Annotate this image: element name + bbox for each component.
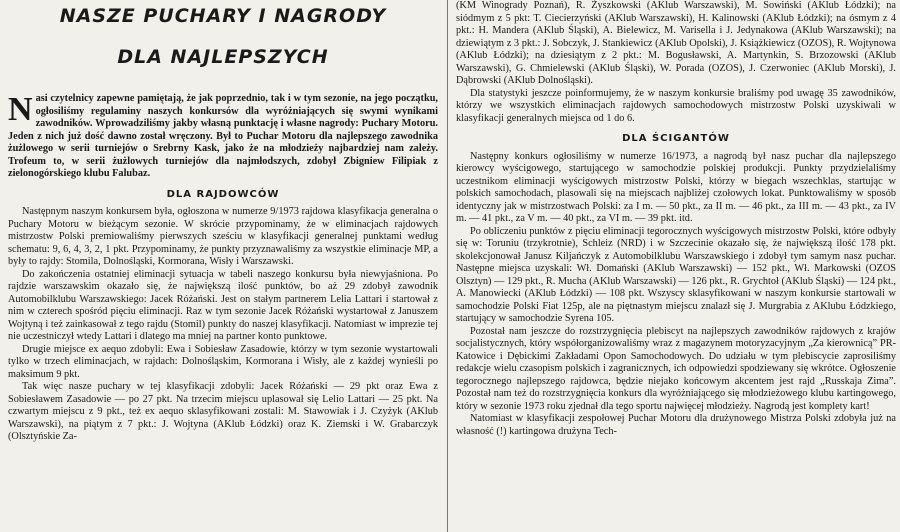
left-column (8, 0, 438, 444)
racers-paragraph-2: Po obliczeniu punktów z pięciu eliminacji tegorocznych wyścigowych mistrzostw Polski, które odbyły się w: Toruniu (trzykrotnie), Schleiz (NRD) i w Szczecinie okazało się, że największą ilość 178 pkt. skolekcjonował Janusz Kiljańczyk z Automobilklubu Warszawskiego i zdobył tym samym nasz puchar. Następne miejsca uzyskali: Wł. Domański (AKlub Warszawski) — 152 pkt., Wł. Markowski (OZOS Olsztyn) — 129 pkt., R. Mucha (AKlub Warszawski) — 126 pkt., R. Grychtoł (AKlub Śląski) — 124 pkt., A. Manowiecki (AKlub Łódzki) — 108 pkt. Wszyscy sklasyfikowani w naszym konkursie startowali w samochodzie Polski Fiat 125p, ale na piętnastym miejscu znalazł się J. Murgrabia z AKlubu Łódzkiego, startujący w samochodzie Syrena 105. (456, 225, 896, 324)
team-paragraph: Natomiast w klasyfikacji zespołowej Puchar Motoru dla drużynowego Mistrza Polski zdobyła już na własność (!) kartingowa drużyna Tech- (456, 413, 896, 437)
intro-text: asi czytelnicy zapewne pamiętają, że jak poprzednio, tak i w tym sezonie, na jego początku, ogłosiliśmy regulaminy naszych konkursów dla wyróżniających się swymi wynikami zawodników. Wprowadziliśmy jakby własną punktację i własne nagrody: Puchary Motoru. Jeden z nich już dość dawno został wręczony. Był to Puchar Motoru dla najlepszego zawodnika żużlowego w serii turniejów o Srebrny Kask, jako że na młodzieży najbardziej nam zależy. Trofeum to, w serii żużlowych turniejów dla najmłodszych, zdobył Zbigniew Filipiak z zielonogórskiego klubu Falubaz. (8, 93, 438, 179)
headline-line-1: NASZE PUCHARY I NAGRODY (59, 5, 387, 27)
section-heading-rally: DLA RAJDOWCÓW (166, 188, 280, 200)
headline-line-2: DLA NAJLEPSZYCH (117, 45, 329, 68)
rally-continuation-paragraph: (KM Winogrady Poznań), R. Żyszkowski (AKlub Warszawski), M. Sowiński (AKlub Łódzki); na siódmym z 5 pkt: T. Ciecierzyński (AKlub Warszawski), H. Kalinowski (AKlub Łódzki); na ósmym z 4 pkt.: H. Mandera (AKlub Śląski), A. Bielewicz, M. Varisella i J. Jedynakowa (AKlub Warszawski); na dziewiątym z 3 pkt.: J. Sobczyk, J. Stankiewicz (AKlub Opolski), J. Książkiewicz (OZOS), R. Wojtynowa (AKlub Łódzki); na dziesiątym z 2 pkt.: M. Bogusławski, A. Martynkin, S. Brzozowski (AKlub Warszawski), G. Chmielewski (AKlub Śląski), W. Porada (OZOS), J. Czerwoniec (AKlub Morski), J. Dąbrowski (AKlub Dolnośląski). (456, 0, 896, 86)
right-column (456, 0, 896, 438)
statistics-paragraph: Dla statystyki jeszcze poinformujemy, że w naszym konkursie braliśmy pod uwagę 35 zawodników, którzy we wszystkich eliminacjach rajdowych samochodowych mistrzostw Polski uzyskiwali w klasyfikacji generalnych miejsca od 1 do 6. (456, 87, 896, 124)
racers-paragraph-1: Następny konkurs ogłosiliśmy w numerze 16/1973, a nagrodą był nasz puchar dla najlepszego kierowcy wyścigowego, startującego w samochodzie polskiej produkcji. Punkty przydzielaliśmy uczestnikom eliminacji wyścigowych mistrzostw Polski, którzy w biegach wszechklas, startując w polskich samochodach, plasowali się na miejscach najbliżej czołowych lokat. Punktowaliśmy w sposób identyczny jak w mistrzostwach Polski: za I m. — 50 pkt., za II m. — 46 pkt., za III m. — 43 pkt., za IV m. — 41 pkt., za V m. — 40 pkt., za VI m. — 39 pkt. itd. (456, 150, 896, 224)
plebiscite-paragraph: Pozostał nam jeszcze do rozstrzygnięcia plebiscyt na najlepszych zawodników rajdowych z krajów socjalistycznych, który współorganizowaliśmy wraz z magazynem motoryzacyjnym „Za kierownicą” PR-Katowice i Dębickimi Zakładami Opon Samochodowych. Do udziału w tym plebiscycie zaprosiliśmy redakcje wielu czasopism polskich i zagranicznych, ich odpowiedzi spodziewany się wkrótce. Ogłoszenie tegorocznego najlepszego rajdowca, będzie niejako końcowym akcentem jest rajd „Russkaja Zima”. Pozostał nam też do rozstrzygnięcia konkurs dla wyróżniającego się młodzieżowego klubu kartingowego, który w sezonie 1973 roku zjednał dla tego sportu najwięcej młodzieży. Nagrodą jest komplety kart! (456, 325, 896, 412)
rally-paragraph-1: Następnym naszym konkursem była, ogłoszona w numerze 9/1973 rajdowa klasyfikacja generalna o Puchary Motoru w bieżącym sezonie. W skrócie przypominamy, że w eliminacjach rajdowych mistrzostw Polski premiowaliśmy pierwszych sześciu w klasyfikacji generalnej punktami według schematu: 9, 6, 4, 3, 2, 1 pkt. Przypominamy, że punkty przyznawaliśmy za wszystkie eliminacje MP, a były to rajdy: Stomila, Dolnośląski, Kormorana, Wisły i Warszawski. (8, 206, 438, 267)
rally-paragraph-2: Do zakończenia ostatniej eliminacji sytuacja w tabeli naszego konkursu była niewyjaśniona. Po rajdzie warszawskim okazało się, że największą ilość punktów, bo aż 29 zdobył zawodnik Automobilklubu Warszawskiego: Jacek Różański. Jest on stałym partnerem Lelia Lattari i startował z nim w czterech spośród pięciu eliminacji. Raz w tym sezonie Jacek Różański wystartował z Januszem Wojtyną i też zainkasował z tego rajdu (Stomil) punkty do naszej klasyfikacji. Natomiast w imprezie tej nie uczestniczył wtedy Lattari i dlatego ma mniej na partner konto punktowe. (8, 268, 438, 342)
rally-paragraph-4: Tak więc nasze puchary w tej klasyfikacji zdobyli: Jacek Różański — 29 pkt oraz Ewa z Sobiesławem Zasadowie — po 27 pkt. Na trzecim miejscu uplasował się Lelio Lattari — 25 pkt. Na czwartym miejscu z 9 pkt., też ex aequo sklasyfikowani zostali: M. Stawowiak i J. Czyżyk (AKlub Warszawski), na piątym z 7 pkt.: J. Wojtyna (AKlub Łódzki) oraz K. Ziemski i W. Grabarczyk (Olsztyńskie Za- (8, 381, 438, 442)
intro-paragraph (8, 93, 438, 181)
rally-paragraph-3: Drugie miejsce ex aequo zdobyli: Ewa i Sobiesław Zasadowie, którzy w tym sezonie wystartowali tylko w trzech eliminacjach, w rajdach: Dolnośląskim, Kormorana i Wisły, ale z każdej wynieśli po maksimum 9 pkt. (8, 343, 438, 380)
column-divider (447, 0, 448, 532)
section-heading-racers: DLA ŚCIGANTÓW (622, 133, 730, 144)
drop-cap: N (8, 91, 33, 128)
